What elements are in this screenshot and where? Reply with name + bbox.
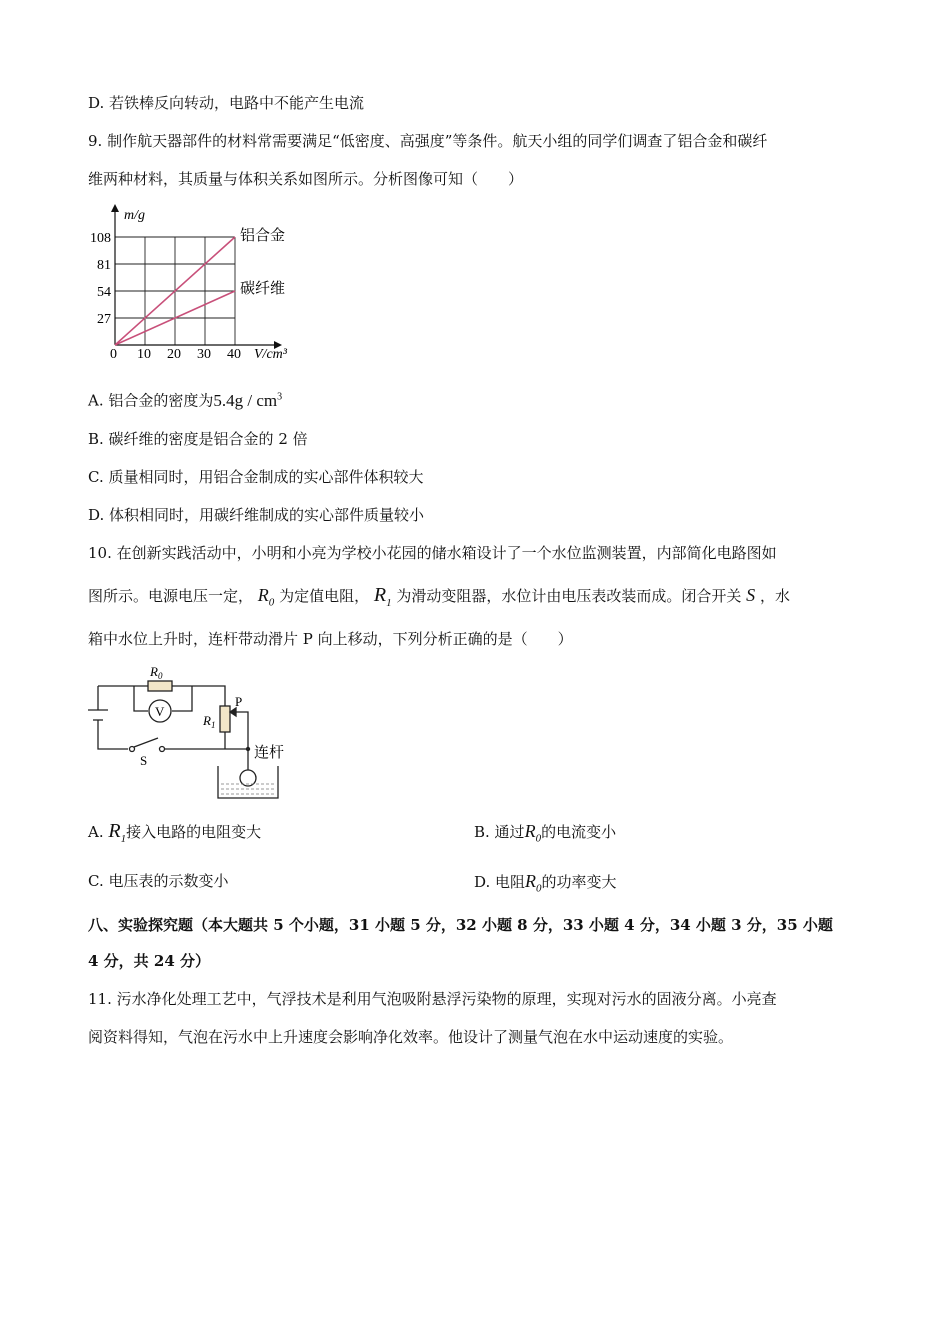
q10-option-d-prefix: D. 电阻 <box>474 873 526 891</box>
switch-right-contact <box>160 747 165 752</box>
q10-stem-part-b: 为定值电阻， <box>279 587 370 605</box>
label-r1: $R_1$ <box>203 713 216 730</box>
x-tick-label-10: 10 <box>137 347 151 362</box>
q10-option-a-prefix: A. <box>88 823 104 841</box>
q10-option-d-symbol: $R_0$ <box>525 871 542 895</box>
q10-stem-part-d: ，水 <box>759 587 790 605</box>
x-tick-label-40: 40 <box>227 347 241 362</box>
series-label-carbon: 碳纤维 <box>240 281 286 297</box>
x-tick-label-30: 30 <box>197 347 211 362</box>
q10-option-b-prefix: B. 通过 <box>474 823 525 841</box>
switch-left-contact <box>130 747 135 752</box>
chart-ticks <box>90 231 241 362</box>
q9-option-c[interactable]: C. 质量相同时，用铝合金制成的实心部件体积较大 <box>88 468 424 486</box>
junction-dot <box>246 747 250 751</box>
q9-option-a-value-text: 5.4g / cm <box>213 390 278 410</box>
q10-option-a[interactable] <box>88 820 261 850</box>
wire-left-bottom <box>98 720 128 749</box>
q9-stem-line2: 维两种材料，其质量与体积关系如图所示。分析图像可知（ ） <box>88 170 524 188</box>
y-axis-arrow <box>111 204 119 212</box>
chart-ylabel: m/g <box>124 208 145 223</box>
q10-option-a-symbol: $R_1$ <box>108 820 127 845</box>
resistor-r1 <box>220 706 230 732</box>
q11-line1: 11. 污水净化处理工艺中，气浮技术是利用气泡吸附悬浮污染物的原理，实现对污水的固液分离。小亮查 <box>88 990 777 1008</box>
section-8-heading-line2: 4 分，共 24 分） <box>88 952 210 970</box>
label-switch: S <box>140 753 148 768</box>
y-tick-label-27: 27 <box>97 312 111 327</box>
slider-wire <box>234 712 248 749</box>
switch-blade <box>134 738 158 747</box>
q9-mass-volume-chart <box>82 200 302 370</box>
x-tick-label-0: 0 <box>110 347 117 362</box>
q10-stem-part-c: 为滑动变阻器，水位计由电压表改装而成。闭合开关 <box>396 587 742 605</box>
q10-circuit-diagram <box>88 660 298 805</box>
series-label-aluminum: 铝合金 <box>240 228 286 244</box>
label-slider-p: P <box>235 694 243 709</box>
q9-option-a-prefix: A. 铝合金的密度为 <box>88 391 214 410</box>
symbol-r0: $R_0$ <box>257 585 275 609</box>
q9-option-a-sup: 3 <box>277 391 283 402</box>
resistor-r0 <box>148 681 172 691</box>
q8-option-d[interactable]: D. 若铁棒反向转动，电路中不能产生电流 <box>88 94 365 112</box>
slider-arrow <box>230 708 236 716</box>
q10-option-d-text: 的功率变大 <box>541 873 617 891</box>
label-rod: 连杆 <box>254 745 285 761</box>
q10-stem-line3: 箱中水位上升时，连杆带动滑片 P 向上移动，下列分析正确的是（ ） <box>88 630 573 648</box>
q9-option-b[interactable]: B. 碳纤维的密度是铝合金的 2 倍 <box>88 430 308 448</box>
section-8-heading-line1: 八、实验探究题（本大题共 5 个小题，31 小题 5 分，32 小题 8 分，33 小题 4 分，34 小题 3 分，35 小题 <box>88 916 833 934</box>
q10-option-c[interactable]: C. 电压表的示数变小 <box>88 872 229 890</box>
q10-stem-part-a: 图所示。电源电压一定， <box>88 587 254 605</box>
q10-stem-line2 <box>88 584 790 614</box>
q10-option-a-text: 接入电路的电阻变大 <box>126 823 262 841</box>
q9-option-d[interactable]: D. 体积相同时，用碳纤维制成的实心部件质量较小 <box>88 506 425 524</box>
q9-option-a-value <box>213 391 282 410</box>
label-voltmeter: V <box>155 704 165 719</box>
symbol-r1: $R_1$ <box>373 584 392 609</box>
y-tick-label-108: 108 <box>90 231 111 246</box>
symbol-s: S <box>746 585 756 605</box>
float-ball <box>240 770 256 786</box>
y-tick-label-81: 81 <box>97 258 111 273</box>
q10-option-d[interactable] <box>474 870 617 900</box>
chart-xlabel: V/cm³ <box>254 347 287 362</box>
x-tick-label-20: 20 <box>167 347 181 362</box>
label-r0: $R_0$ <box>150 664 163 681</box>
q9-option-a[interactable] <box>88 386 282 412</box>
chart-axes <box>111 204 282 349</box>
q10-option-b-text: 的电流变小 <box>541 823 617 841</box>
q10-stem-line1: 10. 在创新实践活动中，小明和小亮为学校小花园的储水箱设计了一个水位监测装置，内部简化电路图如 <box>88 544 777 562</box>
q10-option-b[interactable] <box>474 820 616 850</box>
y-tick-label-54: 54 <box>97 285 111 300</box>
q9-stem-line1: 9. 制作航天器部件的材料常需要满足“低密度、高强度”等条件。航天小组的同学们调查了铝合金和碳纤 <box>88 132 768 150</box>
q10-option-b-symbol: $R_0$ <box>524 821 542 845</box>
q11-line2: 阅资料得知，气泡在污水中上升速度会影响净化效率。他设计了测量气泡在水中运动速度的实验。 <box>88 1028 734 1046</box>
